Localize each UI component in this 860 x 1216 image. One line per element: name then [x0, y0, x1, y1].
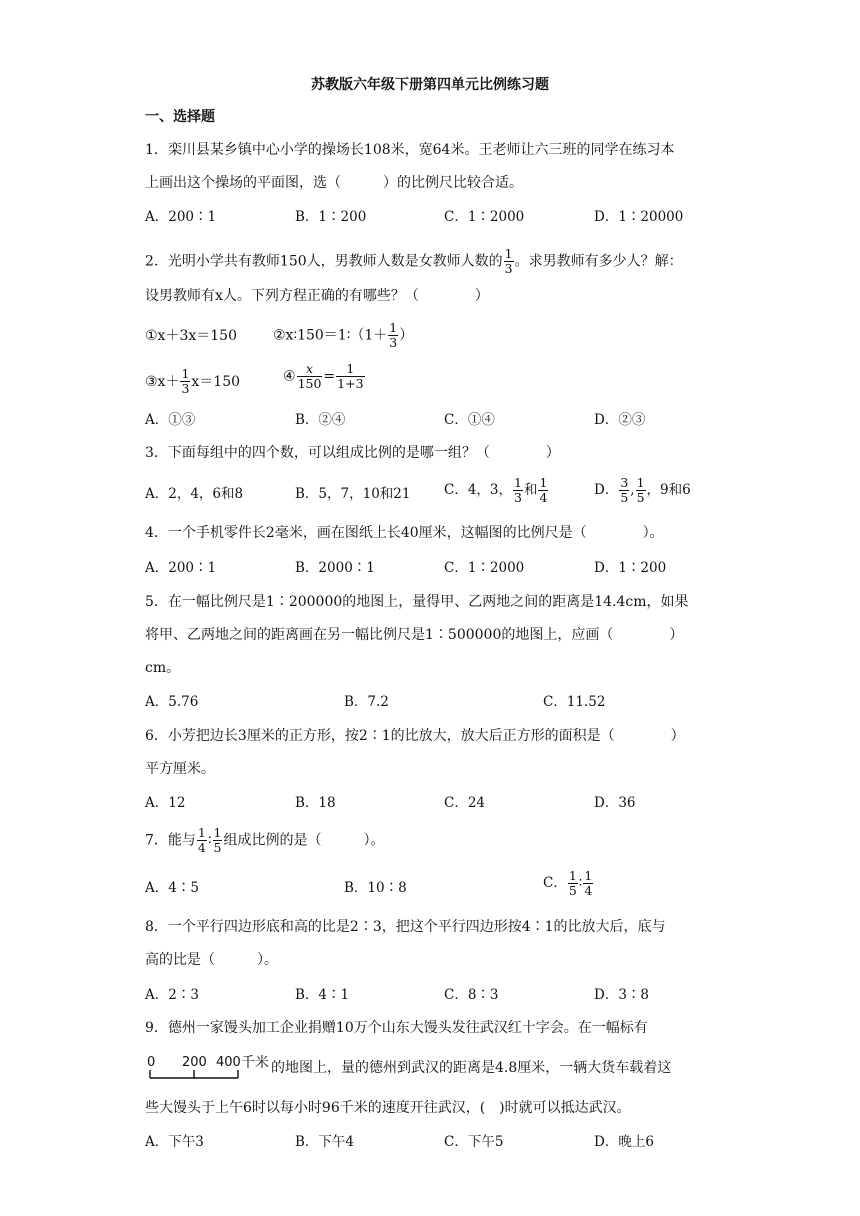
equation-text: ②x∶150＝1∶（1＋	[273, 327, 388, 344]
q3-option-c	[444, 476, 549, 505]
q2-equation-row-2	[145, 361, 364, 396]
option-text: ，9和6	[646, 482, 691, 498]
q9-text-line-1: 9．德州一家馒头加工企业捐赠10万个山东大馒头发往武汉红十字会。在一幅标有	[145, 1020, 648, 1036]
fraction	[513, 476, 523, 505]
q8-option-b: B．4∶1	[295, 987, 350, 1003]
q2-text-part: 2．光明小学共有教师150人，男教师人数是女教师人数的	[145, 253, 503, 270]
q3-text-line-1: 3．下面每组中的四个数，可以组成比例的是哪一组？（ ）	[145, 445, 560, 461]
q1-option-a: A．200∶1	[145, 209, 217, 225]
fraction-numerator: 1	[636, 475, 645, 490]
q6-text-line-2: 平方厘米。	[145, 761, 215, 777]
q9-option-d: D．晚上6	[594, 1134, 654, 1150]
fraction-numerator: 1	[514, 475, 522, 490]
q3-option-d	[594, 476, 691, 505]
q2-equation-row-1	[145, 320, 414, 350]
fraction-denominator: 5	[213, 840, 222, 855]
q1-option-c: C．1∶2000	[444, 209, 525, 225]
q2-equation-4	[283, 362, 366, 391]
q8-text-line-1: 8．一个平行四边形底和高的比是2∶3，把这个平行四边形按4∶1的比放大后，底与	[145, 919, 666, 935]
q7-option-c	[543, 869, 594, 898]
q9-option-b: B．下午4	[295, 1134, 355, 1150]
fraction	[388, 321, 398, 350]
q7-option-a: A．4∶5	[145, 880, 199, 896]
q2-text-line-1	[145, 247, 683, 276]
option-text: C．	[543, 875, 567, 891]
section-heading: 一、选择题	[145, 109, 215, 125]
q2-equation-2	[273, 321, 413, 350]
scale-label-0: 0	[147, 1055, 156, 1070]
document-title: 苏教版六年级下册第四单元比例练习题	[311, 77, 549, 93]
q8-option-c: C．8∶3	[444, 987, 499, 1003]
fraction-numerator: 1	[197, 825, 206, 840]
q1-text-line-2: 上画出这个操场的平面图，选（ ）的比例尺比较合适。	[145, 175, 523, 191]
fraction-denominator: 4	[197, 840, 206, 855]
q5-text-line-1: 5．在一幅比例尺是1∶200000的地图上，量得甲、乙两地之间的距离是14.4cm，如果	[145, 594, 689, 610]
q8-option-a: A．2∶3	[145, 987, 199, 1003]
q4-option-b: B．2000∶1	[295, 560, 375, 576]
fraction-numerator: 1	[539, 475, 548, 490]
option-text: ,	[630, 482, 635, 498]
fraction-numerator: 1	[181, 366, 190, 381]
q6-text-line-1: 6．小芳把边长3厘米的正方形，按2∶1的比放大，放大后正方形的面积是（ ）	[145, 728, 685, 744]
fraction-numerator: 1	[336, 362, 364, 377]
scale-unit-label: 千米	[241, 1055, 269, 1071]
q2-option-a: A．①③	[145, 412, 196, 428]
fraction-numerator: 1	[568, 868, 577, 883]
fraction-denominator: 5	[568, 883, 577, 898]
equation-text: ③x＋	[145, 373, 180, 390]
q2-option-c: C．①④	[444, 412, 495, 428]
q2-option-b: B．②④	[295, 412, 346, 428]
equation-text: x＝150	[191, 373, 241, 390]
fraction-denominator: 150	[297, 376, 322, 391]
q6-option-a: A．12	[145, 795, 186, 811]
fraction-numerator: 3	[620, 475, 629, 490]
fraction-denominator: 5	[620, 490, 629, 505]
fraction-denominator: 4	[584, 883, 593, 898]
q5-text-line-3: cm。	[145, 660, 181, 676]
fraction	[197, 826, 207, 855]
fraction-numerator: 1	[584, 868, 593, 883]
q3-option-b: B．5，7，10和21	[295, 486, 411, 502]
q8-option-d: D．3∶8	[594, 987, 650, 1003]
q7-option-b: B．10∶8	[344, 880, 407, 896]
fraction-denominator: 3	[389, 335, 398, 350]
option-text: 和	[523, 482, 538, 498]
scale-label-200: 200	[182, 1055, 207, 1070]
fraction	[583, 869, 593, 898]
fraction-denominator: 1+3	[337, 376, 364, 391]
equation-text: ④	[283, 368, 296, 385]
q1-text-line-1: 1．栾川县某乡镇中心小学的操场长108米，宽64米。王老师让六三班的同学在练习本	[145, 142, 675, 158]
q7-text-line-1	[145, 826, 384, 855]
q8-text-line-2: 高的比是（ ）。	[145, 952, 278, 968]
q2-text-part: 。求男教师有多少人？解：	[514, 253, 683, 270]
q9-text-line-2: 的地图上，量的德州到武汉的距离是4.8厘米，一辆大货车载着这	[271, 1060, 672, 1076]
q4-text-line-1: 4．一个手机零件长2毫米，画在图纸上长40厘米，这幅图的比例尺是（ ）。	[145, 525, 664, 541]
q9-option-c: C．下午5	[444, 1134, 504, 1150]
fraction-numerator: 1	[389, 320, 398, 335]
option-text: D．	[594, 482, 619, 498]
q5-option-c: C．11.52	[543, 694, 606, 710]
fraction	[336, 362, 364, 391]
ratio-colon: ∶	[578, 875, 583, 891]
q5-text-line-2: 将甲、乙两地之间的距离画在另一幅比例尺是1∶500000的地图上，应画（ ）	[145, 627, 684, 643]
q2-equation-3	[145, 366, 241, 396]
q7-text-part: 7．能与	[145, 832, 196, 849]
fraction-denominator: 4	[539, 490, 548, 505]
fraction-denominator: 3	[504, 261, 513, 276]
fraction	[568, 869, 578, 898]
fraction	[636, 476, 646, 505]
q1-option-b: B．1∶200	[295, 209, 367, 225]
q5-option-a: A．5.76	[145, 694, 199, 710]
fraction-denominator: 3	[181, 381, 190, 396]
ratio-colon: ∶	[207, 832, 212, 849]
q1-option-d: D．1∶20000	[594, 209, 684, 225]
q2-text-line-2: 设男教师有x人。下列方程正确的有哪些？（ ）	[145, 288, 489, 304]
fraction	[538, 476, 548, 505]
fraction	[504, 247, 514, 276]
q9-text-line-3: 些大馒头于上午6时以每小时96千米的速度开往武汉，( )时就可以抵达武汉。	[145, 1100, 631, 1116]
q5-option-b: B．7.2	[344, 694, 389, 710]
fraction	[213, 826, 223, 855]
equation-text: =	[323, 368, 336, 385]
fraction-denominator: 5	[636, 490, 645, 505]
q9-option-a: A．下午3	[145, 1134, 204, 1150]
scale-label-400: 400	[216, 1055, 241, 1070]
equation-text: ）	[399, 327, 414, 344]
q7-text-part: 组成比例的是（ ）。	[223, 832, 385, 849]
fraction	[180, 367, 190, 396]
q2-option-d: D．②③	[594, 412, 646, 428]
fraction-numerator: x	[297, 362, 323, 377]
q3-option-a: A．2，4，6和8	[145, 486, 244, 502]
q6-option-d: D．36	[594, 795, 636, 811]
option-text: C．4，3，	[444, 482, 513, 498]
q6-option-c: C．24	[444, 795, 486, 811]
fraction-denominator: 3	[514, 490, 522, 505]
q6-option-b: B．18	[295, 795, 336, 811]
map-scale-bar	[145, 1054, 271, 1082]
fraction-numerator: 1	[213, 825, 222, 840]
q4-option-d: D．1∶200	[594, 560, 667, 576]
q4-option-a: A．200∶1	[145, 560, 217, 576]
fraction	[619, 476, 629, 505]
q4-option-c: C．1∶2000	[444, 560, 525, 576]
fraction-numerator: 1	[504, 246, 513, 261]
q2-equation-1: ①x＋3x＝150	[145, 328, 237, 344]
fraction	[297, 362, 323, 391]
